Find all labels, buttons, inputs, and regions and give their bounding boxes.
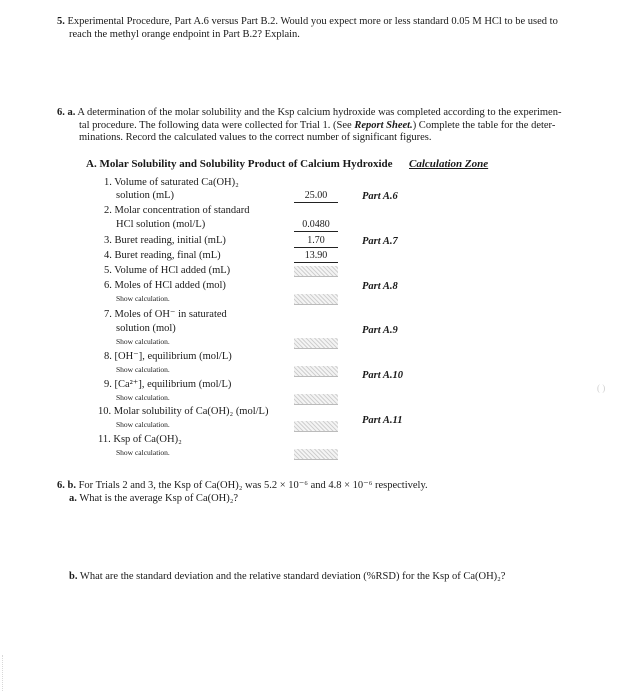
answer-blank-7 xyxy=(294,338,338,349)
answer-blank-8 xyxy=(294,366,338,377)
question-5-line-2: reach the methyl orange endpoint in Part B.2? Explain. xyxy=(69,29,300,40)
part-label-a11: Part A.11 xyxy=(362,415,403,426)
item-7: 7. Moles of OH⁻ in saturated xyxy=(104,309,227,320)
item-2: 2. Molar concentration of standard xyxy=(104,205,250,216)
item-10: 10. Molar solubility of Ca(OH)₂ (mol/L) xyxy=(98,406,269,417)
question-text-line-1: For Trials 2 and 3, the Ksp of Ca(OH)₂ was 5.2 × 10⁻⁶ and 4.8 × 10⁻⁶ respectively. xyxy=(78,480,428,491)
answer-blank-2: 0.0480 xyxy=(294,219,338,232)
question-6b xyxy=(57,479,607,492)
item-7-unit: solution (mol) xyxy=(116,323,176,334)
scan-edge xyxy=(2,655,4,691)
part-label-a9: Part A.9 xyxy=(362,325,398,336)
show-calculation-7: Show calculation. xyxy=(116,337,170,346)
answer-blank-6 xyxy=(294,294,338,305)
question-number: 5. xyxy=(57,16,65,27)
question-text-line-1: A determination of the molar solubility and the Ksp calcium hydroxide was completed according to the experimen- xyxy=(77,107,562,118)
question-5 xyxy=(57,15,602,28)
question-6a-line-2: tal procedure. The following data were collected for Trial 1. (See Report Sheet.) Complete the table for the deter- xyxy=(79,120,556,131)
report-sheet-reference: Report Sheet. xyxy=(354,120,413,131)
item-2-unit: HCl solution (mol/L) xyxy=(116,219,206,230)
question-6b-part-a: a. What is the average Ksp of Ca(OH)₂? xyxy=(69,493,239,504)
answer-blank-10 xyxy=(294,421,338,432)
question-6b-part-b: b. What are the standard deviation and the relative standard deviation (%RSD) for the Ksp of Ca(OH)₂? xyxy=(69,571,506,582)
show-calculation-6: Show calculation. xyxy=(116,294,170,303)
show-calculation-9: Show calculation. xyxy=(116,393,170,402)
show-calculation-11: Show calculation. xyxy=(116,448,170,457)
answer-blank-4: 13.90 xyxy=(294,250,338,263)
question-number: 6. a. xyxy=(57,107,76,118)
part-label-a10: Part A.10 xyxy=(362,370,404,381)
answer-blank-1: 25.00 xyxy=(294,190,338,203)
item-6: 6. Moles of HCl added (mol) xyxy=(104,280,226,291)
calculation-zone-heading: Calculation Zone xyxy=(409,158,489,170)
answer-blank-5 xyxy=(294,266,338,277)
scan-mark: ( ) xyxy=(597,383,606,393)
part-label-a6: Part A.6 xyxy=(362,191,398,202)
item-3: 3. Buret reading, initial (mL) xyxy=(104,235,226,246)
show-calculation-10: Show calculation. xyxy=(116,420,170,429)
question-6a-line-3: minations. Record the calculated values to the correct number of significant figures. xyxy=(79,132,432,143)
item-1-unit: solution (mL) xyxy=(116,190,175,201)
item-8: 8. [OH⁻], equilibrium (mol/L) xyxy=(104,351,232,362)
question-number: 6. b. xyxy=(57,480,76,491)
part-label-a7: Part A.7 xyxy=(362,236,398,247)
answer-blank-3: 1.70 xyxy=(294,235,338,248)
answer-blank-11 xyxy=(294,449,338,460)
item-11: 11. Ksp of Ca(OH)₂ xyxy=(98,434,182,445)
item-5: 5. Volume of HCl added (mL) xyxy=(104,265,231,276)
answer-blank-9 xyxy=(294,394,338,405)
question-text-line-1: Experimental Procedure, Part A.6 versus Part B.2. Would you expect more or less standard 0.05 M HCl to be used to xyxy=(67,16,558,27)
question-6a xyxy=(57,106,607,119)
item-9: 9. [Ca²⁺], equilibrium (mol/L) xyxy=(104,379,232,390)
part-label-a8: Part A.8 xyxy=(362,281,398,292)
table-title: A. Molar Solubility and Solubility Product of Calcium Hydroxide xyxy=(86,158,393,170)
item-4: 4. Buret reading, final (mL) xyxy=(104,250,221,261)
item-1: 1. Volume of saturated Ca(OH)₂ xyxy=(104,177,239,188)
show-calculation-8: Show calculation. xyxy=(116,365,170,374)
